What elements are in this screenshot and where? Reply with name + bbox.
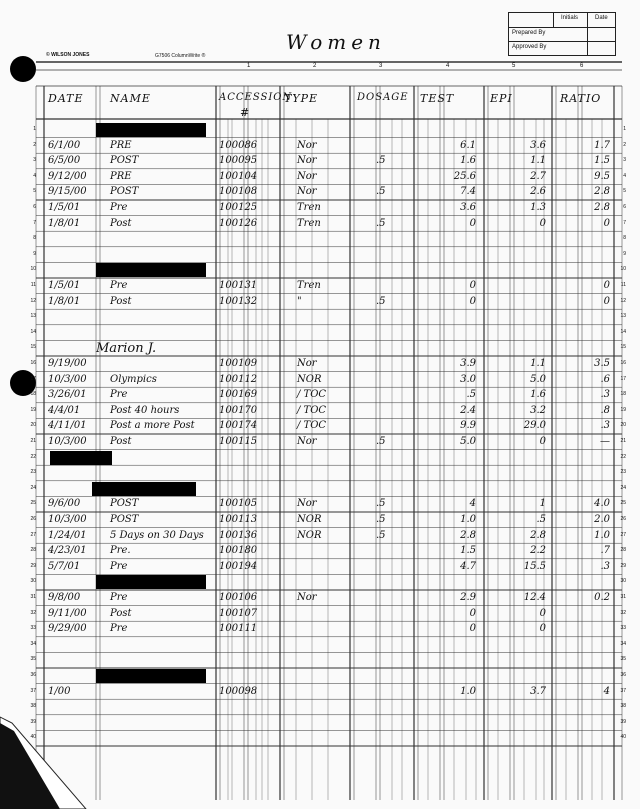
entry-accession: 100174 — [219, 420, 258, 432]
row-number-right: 32 — [620, 609, 626, 616]
entry-epi: 1.1 — [530, 358, 546, 369]
row-number-left: 16 — [30, 360, 36, 366]
row-number-left: 20 — [30, 422, 36, 429]
approved-by-label: Approved By — [512, 44, 547, 50]
row-number-left: 26 — [30, 516, 36, 522]
entry-test: 1.5 — [460, 545, 476, 557]
entry-name: Pre — [110, 623, 128, 635]
initials-label: Initials — [561, 15, 579, 21]
entry-accession: 100125 — [219, 202, 258, 213]
entry-ratio: 1.5 — [594, 155, 610, 167]
entry-dosage: .5 — [376, 295, 386, 307]
row-number-left: 31 — [30, 594, 36, 600]
entry-date: 1/5/01 — [48, 202, 81, 213]
entry-accession: 100132 — [219, 295, 258, 307]
entry-name: POST — [110, 498, 139, 510]
entry-accession: 100086 — [219, 139, 258, 151]
entry-epi: 1.6 — [530, 389, 546, 401]
prepared-by-label: Prepared By — [512, 30, 546, 36]
row-number-right: 34 — [620, 640, 626, 647]
row-number-right: 8 — [623, 235, 626, 242]
row-number-left: 40 — [30, 734, 36, 741]
row-number-right: 24 — [620, 484, 626, 491]
row-number-left: 27 — [30, 531, 36, 538]
row-number-left: 4 — [33, 172, 36, 179]
entry-date: 4/11/01 — [48, 420, 87, 432]
entry-test: 6.1 — [460, 139, 476, 151]
entry-ratio: .3 — [600, 420, 610, 432]
row-number-left: 35 — [30, 656, 36, 663]
row-number-left: 34 — [30, 640, 36, 647]
row-number-right: 13 — [620, 313, 626, 320]
entry-epi: 0 — [539, 217, 546, 229]
entry-accession: 100106 — [219, 592, 258, 603]
row-number-left: 15 — [30, 344, 36, 351]
entry-accession: 100180 — [219, 545, 258, 557]
entry-accession: 100111 — [219, 623, 258, 635]
header-dosage: DOSAGE — [357, 92, 409, 103]
row-number-left: 30 — [30, 578, 36, 585]
entry-date: 10/3/00 — [48, 436, 87, 447]
entry-test: 2.8 — [460, 529, 476, 541]
entry-dosage: .5 — [376, 186, 386, 198]
entry-test: 4 — [469, 498, 476, 510]
row-number-right: 33 — [620, 625, 626, 632]
entry-date: 9/29/00 — [48, 623, 87, 635]
row-number-right: 4 — [623, 172, 626, 179]
header-name: NAME — [110, 92, 151, 105]
entry-accession: 100098 — [219, 685, 258, 697]
entry-ratio: 0 — [603, 217, 610, 229]
entry-epi: 0 — [539, 623, 546, 635]
row-number-right: 7 — [623, 219, 626, 226]
row-number-right: 19 — [620, 406, 626, 413]
row-number-left: 11 — [30, 282, 36, 288]
row-number-right: 25 — [620, 500, 626, 507]
entry-type: Tren — [297, 280, 321, 291]
row-number-right: 31 — [620, 594, 626, 600]
redaction-bar — [92, 482, 196, 496]
row-number-right: 30 — [620, 578, 626, 585]
entry-date: 3/26/01 — [48, 389, 87, 401]
entry-name: Pre. — [110, 545, 131, 557]
column-number: 4 — [446, 63, 450, 69]
entry-accession: 100194 — [219, 560, 258, 572]
entry-dosage: .5 — [376, 498, 386, 510]
entry-type: Nor — [297, 170, 317, 182]
entry-ratio: 3.5 — [594, 358, 610, 369]
row-number-right: 40 — [620, 734, 626, 741]
entry-dosage: .5 — [376, 529, 386, 541]
entry-accession: 100115 — [219, 436, 258, 447]
entry-test: 1.6 — [460, 155, 476, 167]
entry-accession: 100105 — [219, 498, 258, 510]
entry-type: Nor — [297, 592, 317, 603]
entry-ratio: 9.5 — [594, 170, 610, 182]
entry-test: 3.9 — [460, 358, 476, 369]
entry-test: 0 — [469, 607, 476, 619]
entry-test: 1.0 — [460, 685, 476, 697]
row-number-right: 36 — [620, 672, 626, 678]
entry-epi: 12.4 — [523, 592, 546, 603]
entry-epi: 3.2 — [530, 404, 546, 416]
folded-corner — [0, 659, 90, 809]
entry-date: 6/5/00 — [48, 155, 81, 167]
brand-label: © WILSON JONES — [46, 52, 90, 58]
header-epi: EPI — [490, 92, 513, 105]
entry-date: 5/7/01 — [48, 560, 81, 572]
header-accession-mark: # — [240, 106, 251, 119]
entry-epi: 0 — [539, 607, 546, 619]
entry-test: 25.6 — [453, 170, 476, 182]
column-number: 1 — [247, 63, 251, 69]
entry-epi: 3.6 — [530, 139, 546, 151]
entry-name: POST — [110, 186, 139, 198]
entry-dosage: .5 — [376, 155, 386, 167]
entry-date: 9/19/00 — [48, 358, 87, 369]
entry-epi: 2.6 — [530, 186, 546, 198]
entry-name: Pre — [110, 280, 128, 291]
row-number-left: 22 — [30, 453, 36, 460]
entry-name: Post — [110, 217, 132, 229]
row-number-left: 10 — [30, 266, 36, 273]
entry-accession: 100170 — [219, 404, 258, 416]
row-number-right: 9 — [623, 250, 626, 257]
row-number-left: 13 — [30, 313, 36, 320]
entry-dosage: .5 — [376, 436, 386, 447]
entry-name: Post 40 hours — [110, 404, 180, 416]
entry-accession: 100112 — [219, 373, 258, 385]
entry-date: 9/6/00 — [48, 498, 81, 510]
entry-accession: 100113 — [219, 514, 258, 525]
row-number-left: 1 — [33, 126, 36, 132]
entry-date: 6/1/00 — [48, 139, 81, 151]
entry-test: 0 — [469, 295, 476, 307]
entry-type: Nor — [297, 436, 317, 447]
header-ratio: RATIO — [560, 92, 602, 105]
entry-type: Nor — [297, 139, 317, 151]
entry-epi: 15.5 — [523, 560, 546, 572]
row-number-left: 18 — [30, 391, 36, 398]
row-number-left: 32 — [30, 609, 36, 616]
redaction-bar — [96, 123, 206, 137]
row-number-left: 7 — [33, 219, 36, 226]
entry-name: PRE — [110, 139, 132, 151]
row-number-left: 36 — [30, 672, 36, 678]
entry-ratio: .6 — [600, 373, 610, 385]
entry-test: .5 — [466, 389, 476, 401]
entry-type: " — [297, 295, 302, 307]
subject-name: Marion J. — [96, 341, 157, 357]
row-number-right: 6 — [623, 204, 626, 210]
entry-type: Nor — [297, 358, 317, 369]
entry-ratio: .8 — [600, 404, 610, 416]
row-number-right: 17 — [620, 375, 626, 382]
row-number-left: 23 — [30, 469, 36, 476]
redaction-bar — [50, 451, 112, 465]
entry-name: Pre — [110, 560, 128, 572]
entry-date: 10/3/00 — [48, 514, 87, 525]
entry-ratio: 0 — [603, 280, 610, 291]
entry-date: 9/8/00 — [48, 592, 81, 603]
entry-test: 1.0 — [460, 514, 476, 525]
row-number-left: 28 — [30, 547, 36, 554]
entry-ratio: 0 — [603, 295, 610, 307]
row-number-right: 37 — [620, 687, 626, 694]
entry-date: 1/24/01 — [48, 529, 87, 541]
entry-ratio: 2.0 — [594, 514, 610, 525]
entry-date: 9/11/00 — [48, 607, 87, 619]
entry-test: 2.9 — [460, 592, 476, 603]
entry-name: Post — [110, 607, 132, 619]
entry-accession: 100109 — [219, 358, 258, 369]
entry-type: / TOC — [297, 389, 327, 401]
entry-type: / TOC — [297, 420, 327, 432]
header-test: TEST — [420, 92, 455, 105]
row-number-right: 16 — [620, 360, 626, 366]
entry-name: PRE — [110, 170, 132, 182]
entry-type: NOR — [297, 529, 322, 541]
entry-dosage: .5 — [376, 217, 386, 229]
entry-date: 1/5/01 — [48, 280, 81, 291]
entry-test: 3.0 — [460, 373, 476, 385]
entry-ratio: 2.8 — [594, 202, 610, 213]
column-number: 3 — [379, 63, 383, 69]
row-number-right: 1 — [623, 126, 626, 132]
entry-ratio: 1.7 — [594, 139, 610, 151]
entry-date: 1/00 — [48, 685, 71, 697]
entry-name: 5 Days on 30 Days — [110, 529, 204, 541]
row-number-right: 3 — [623, 157, 626, 164]
entry-epi: 2.8 — [530, 529, 546, 541]
entry-accession: 100169 — [219, 389, 258, 401]
row-number-left: 38 — [30, 703, 36, 710]
row-number-left: 33 — [30, 625, 36, 632]
entry-accession: 100107 — [219, 607, 258, 619]
entry-test: 2.4 — [460, 404, 476, 416]
entry-ratio: 4 — [603, 685, 610, 697]
entry-type: Nor — [297, 155, 317, 167]
entry-date: 9/12/00 — [48, 170, 87, 182]
row-number-right: 26 — [620, 516, 626, 522]
entry-ratio: 2.8 — [594, 186, 610, 198]
row-number-right: 29 — [620, 562, 626, 569]
entry-accession: 100104 — [219, 170, 258, 182]
entry-ratio: 4.0 — [594, 498, 610, 510]
entry-test: 0 — [469, 217, 476, 229]
row-number-left: 3 — [33, 157, 36, 164]
row-number-left: 12 — [30, 297, 36, 304]
entry-accession: 100131 — [219, 280, 258, 291]
row-number-left: 39 — [30, 718, 36, 725]
row-number-right: 28 — [620, 547, 626, 554]
row-number-right: 39 — [620, 718, 626, 725]
entry-test: 0 — [469, 280, 476, 291]
row-number-left: 37 — [30, 687, 36, 694]
entry-date: 4/23/01 — [48, 545, 87, 557]
row-number-right: 18 — [620, 391, 626, 398]
entry-epi: .5 — [536, 514, 546, 525]
entry-ratio: .7 — [600, 545, 610, 557]
row-number-right: 5 — [623, 188, 626, 195]
entry-type: NOR — [297, 373, 322, 385]
entry-epi: 2.2 — [530, 545, 546, 557]
entry-type: Tren — [297, 202, 321, 213]
row-number-left: 29 — [30, 562, 36, 569]
entry-test: 5.0 — [460, 436, 476, 447]
row-number-left: 17 — [30, 375, 36, 382]
entry-date: 4/4/01 — [48, 404, 81, 416]
row-number-right: 27 — [620, 531, 626, 538]
entry-epi: 2.7 — [530, 170, 546, 182]
entry-date: 1/8/01 — [48, 295, 81, 307]
entry-name: POST — [110, 155, 139, 167]
row-number-left: 14 — [30, 328, 36, 335]
row-number-left: 24 — [30, 484, 36, 491]
entry-ratio: 0.2 — [594, 592, 610, 603]
entry-type: Nor — [297, 498, 317, 510]
entry-name: Pre — [110, 202, 128, 213]
row-number-right: 11 — [620, 282, 626, 288]
row-number-right: 12 — [620, 297, 626, 304]
entry-accession: 100108 — [219, 186, 258, 198]
entry-ratio: .3 — [600, 560, 610, 572]
row-number-left: 8 — [33, 235, 36, 242]
row-number-right: 38 — [620, 703, 626, 710]
entry-test: 4.7 — [460, 560, 476, 572]
column-number: 2 — [313, 63, 317, 69]
entry-epi: 5.0 — [530, 373, 546, 385]
row-number-right: 10 — [620, 266, 626, 273]
row-number-left: 6 — [33, 204, 36, 210]
entry-epi: 1.1 — [530, 155, 546, 167]
redaction-bar — [96, 263, 206, 277]
row-number-left: 2 — [33, 141, 36, 148]
row-number-right: 14 — [620, 328, 626, 335]
entry-accession: 100136 — [219, 529, 258, 541]
row-number-right: 20 — [620, 422, 626, 429]
entry-type: Tren — [297, 217, 321, 229]
entry-date: 1/8/01 — [48, 217, 81, 229]
row-number-left: 9 — [33, 250, 36, 257]
column-number: 5 — [512, 63, 516, 69]
redaction-bar — [96, 669, 206, 683]
entry-ratio: .3 — [600, 389, 610, 401]
entry-ratio: — — [600, 436, 610, 447]
entry-type: / TOC — [297, 404, 327, 416]
page-title: Women — [286, 30, 386, 54]
row-number-right: 22 — [620, 453, 626, 460]
entry-name: Pre — [110, 592, 128, 603]
entry-name: Olympics — [110, 373, 157, 385]
entry-epi: 29.0 — [523, 420, 546, 432]
entry-accession: 100095 — [219, 155, 258, 167]
entry-epi: 0 — [539, 436, 546, 447]
entry-epi: 3.7 — [530, 685, 546, 697]
entry-name: POST — [110, 514, 139, 525]
entry-name: Pre — [110, 389, 128, 401]
row-number-right: 2 — [623, 141, 626, 148]
entry-epi: 1.3 — [530, 202, 546, 213]
entry-type: Nor — [297, 186, 317, 198]
header-type: TYPE — [284, 92, 319, 105]
row-number-right: 15 — [620, 344, 626, 351]
entry-dosage: .5 — [376, 514, 386, 525]
entry-epi: 1 — [539, 498, 546, 510]
row-number-left: 25 — [30, 500, 36, 507]
entry-test: 3.6 — [460, 202, 476, 213]
row-number-left: 21 — [30, 438, 36, 444]
entry-name: Post — [110, 436, 132, 447]
row-number-right: 35 — [620, 656, 626, 663]
row-number-right: 23 — [620, 469, 626, 476]
row-number-right: 21 — [620, 438, 626, 444]
header-accession: ACCESSION — [219, 92, 293, 103]
row-number-left: 5 — [33, 188, 36, 195]
date-label: Date — [595, 15, 608, 21]
form-code-label: G7506 ColumnWrite ® — [155, 53, 206, 59]
entry-ratio: 1.0 — [594, 529, 610, 541]
entry-name: Post a more Post — [110, 420, 195, 432]
header-date: DATE — [48, 92, 84, 105]
entry-date: 10/3/00 — [48, 373, 87, 385]
entry-date: 9/15/00 — [48, 186, 87, 198]
entry-name: Post — [110, 295, 132, 307]
redaction-bar — [96, 575, 206, 589]
entry-type: NOR — [297, 514, 322, 525]
column-number: 6 — [580, 63, 584, 69]
entry-accession: 100126 — [219, 217, 258, 229]
entry-test: 9.9 — [460, 420, 476, 432]
entry-test: 0 — [469, 623, 476, 635]
entry-test: 7.4 — [460, 186, 476, 198]
row-number-left: 19 — [30, 406, 36, 413]
